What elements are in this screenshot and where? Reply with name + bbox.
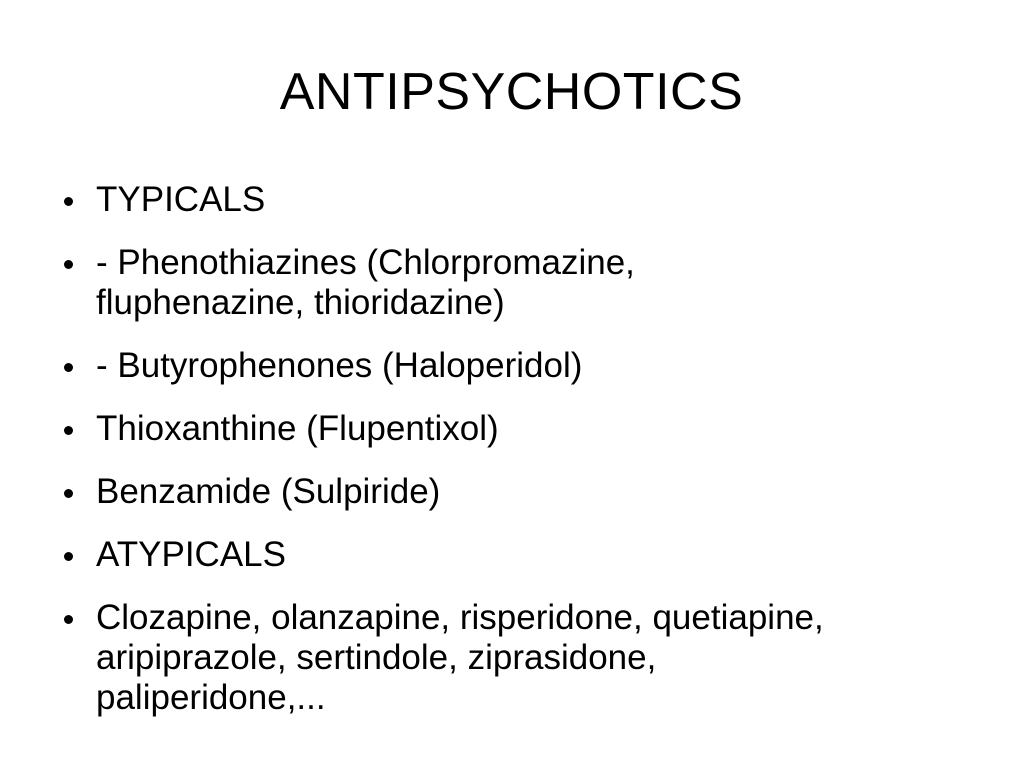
bullet-item-atypical-drugs [60, 598, 980, 718]
bullet-item-thioxanthine [60, 409, 980, 449]
bullet-dot-icon [64, 615, 73, 624]
bullet-item-typicals [60, 180, 980, 220]
bullet-dot-icon [64, 552, 73, 561]
bullet-dot-icon [64, 197, 73, 206]
bullet-item-atypicals [60, 535, 980, 575]
bullet-text-continued: aripiprazole, sertindole, ziprasidone, [96, 638, 657, 677]
bullet-dot-icon [64, 363, 73, 372]
bullet-text: Benzamide (Sulpiride) [96, 472, 441, 511]
bullet-text-continued: paliperidone,... [96, 678, 326, 717]
bullet-text: ATYPICALS [96, 535, 286, 574]
bullet-text: - Butyrophenones (Haloperidol) [96, 346, 583, 385]
bullet-item-butyrophenones [60, 346, 980, 386]
bullet-dot-icon [64, 426, 73, 435]
bullet-text: Thioxanthine (Flupentixol) [96, 409, 499, 448]
bullet-item-benzamide [60, 472, 980, 512]
bullet-item-phenothiazines [60, 243, 980, 323]
slide-title: ANTIPSYCHOTICS [279, 63, 744, 121]
bullet-text: TYPICALS [96, 180, 266, 219]
bullet-text: Clozapine, olanzapine, risperidone, quetiapine, [96, 598, 824, 637]
bullet-dot-icon [64, 260, 73, 269]
bullet-dot-icon [64, 489, 73, 498]
bullet-list [60, 180, 980, 741]
bullet-text: - Phenothiazines (Chlorpromazine, [96, 243, 635, 282]
bullet-text-continued: fluphenazine, thioridazine) [96, 283, 505, 322]
